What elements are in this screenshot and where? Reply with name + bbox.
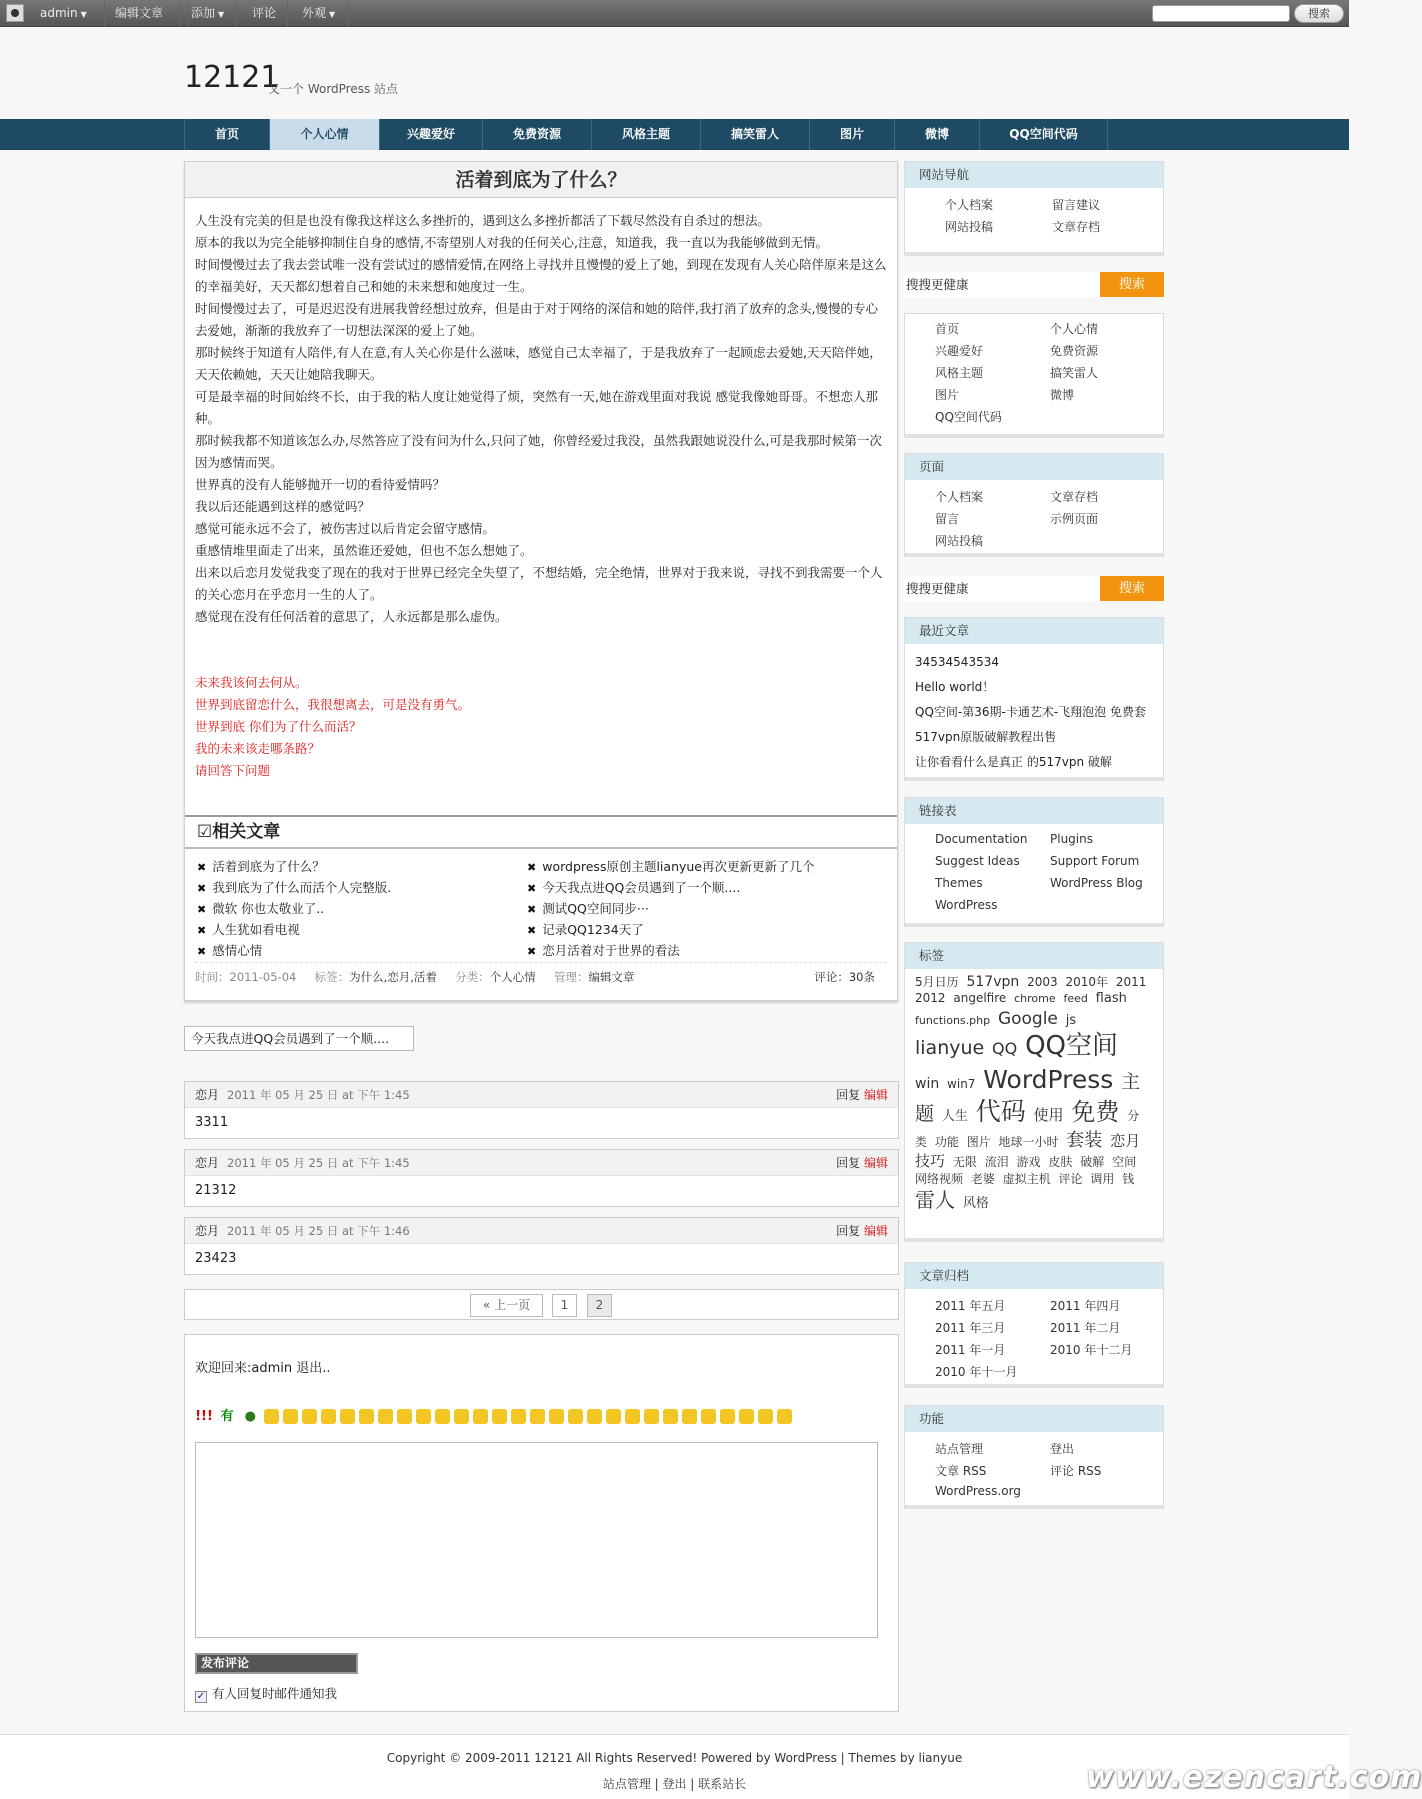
tag-link[interactable]: 雷人: [915, 1188, 955, 1213]
related-link[interactable]: ✖ wordpress原创主题lianyue再次更新更新了几个: [527, 857, 887, 878]
tag-link[interactable]: 老婆: [970, 1171, 995, 1186]
paragraph: 我以后还能遇到这样的感觉吗？: [195, 499, 371, 514]
comment-author[interactable]: 恋月: [195, 1156, 220, 1170]
tag-link[interactable]: angelfire: [953, 991, 1007, 1006]
sidebar-link[interactable]: 首页: [935, 322, 960, 336]
widget-categories: [904, 313, 1164, 438]
red-line: 未来我该何去何从。: [195, 675, 308, 690]
tag-link[interactable]: lianyue: [915, 1037, 985, 1060]
sidebar-link[interactable]: 2011 年四月: [1050, 1299, 1121, 1313]
nav-item-theme[interactable]: 风格主题: [592, 119, 701, 150]
widget-title: 网站导航: [905, 162, 1163, 188]
sidebar-link[interactable]: 个人档案: [935, 490, 984, 504]
widget-recent-posts: [904, 617, 1164, 781]
smiley-icon[interactable]: [701, 1409, 716, 1424]
sidebar-link[interactable]: 示例页面: [1050, 512, 1099, 526]
tag-link[interactable]: 评论: [1058, 1171, 1083, 1186]
tag-link[interactable]: Google: [997, 1009, 1058, 1030]
sidebar-link[interactable]: 网站投稿: [935, 534, 984, 548]
smiley-icon[interactable]: [340, 1409, 355, 1424]
tag-link[interactable]: js: [1065, 1013, 1077, 1029]
comment-author[interactable]: 恋月: [195, 1224, 220, 1238]
related-link[interactable]: ✖ 微软 你也太敬业了..: [197, 899, 517, 920]
sidebar-link[interactable]: 留言建议: [1052, 198, 1101, 212]
tag-link[interactable]: 游戏: [1016, 1155, 1041, 1170]
widget-title: 页面: [905, 454, 1163, 480]
admin-bar-search-input[interactable]: [1152, 5, 1290, 22]
comment-text: 3311: [195, 1115, 229, 1130]
sidebar-link[interactable]: Documentation: [935, 832, 1028, 846]
admin-bar-user[interactable]: admin ▼: [30, 0, 105, 27]
sidebar-link[interactable]: 微博: [1050, 388, 1075, 402]
smiley-bar: [195, 1409, 796, 1429]
widget-title: 最近文章: [905, 618, 1163, 644]
paragraph: 可是最幸福的时间始终不长，由于我的粘人度让她觉得了烦，突然有一天,她在游戏里面对我说 感觉我像她哥哥。不想恋人那种。: [195, 389, 878, 426]
tag-link[interactable]: 517vpn: [966, 974, 1020, 990]
sidebar-link[interactable]: 个人心情: [1050, 322, 1099, 336]
tag-link[interactable]: QQ: [992, 1039, 1018, 1059]
comment-date: 2011 年 05 月 25 日 at 下午 1:45: [227, 1156, 410, 1170]
smiley-icon[interactable]: [378, 1409, 393, 1424]
admin-bar: [0, 0, 1349, 27]
related-link[interactable]: ✖ 记录QQ1234天了: [527, 920, 887, 941]
widget-title: 功能: [905, 1406, 1163, 1432]
tag-link[interactable]: 无限: [952, 1155, 977, 1170]
related-link[interactable]: ✖ 人生犹如看电视: [197, 920, 517, 941]
smiley-icon[interactable]: [644, 1409, 659, 1424]
tag-link[interactable]: 2012: [915, 991, 946, 1006]
sidebar-link[interactable]: 评论 RSS: [1050, 1464, 1102, 1478]
smiley-icon[interactable]: [549, 1409, 564, 1424]
edit-comment-link[interactable]: 编辑: [863, 1224, 888, 1238]
recent-post-link[interactable]: 34534543534: [915, 655, 999, 669]
edit-comment-link[interactable]: 编辑: [863, 1088, 888, 1102]
sidebar-link[interactable]: WordPress Blog: [1050, 876, 1143, 890]
tag-link[interactable]: 套装: [1066, 1129, 1103, 1151]
admin-bar-search-button[interactable]: 搜索: [1294, 4, 1344, 23]
nav-item-home[interactable]: 首页: [185, 119, 270, 150]
tag-link[interactable]: win: [915, 1075, 940, 1092]
sidebar-link[interactable]: QQ空间代码: [935, 410, 1002, 424]
comment-textarea[interactable]: [195, 1442, 878, 1638]
tag-link[interactable]: 风格: [962, 1196, 989, 1212]
tag-cloud: [905, 969, 1163, 1217]
sidebar-link[interactable]: 留言: [935, 512, 960, 526]
widget-title: 链接表: [905, 798, 1163, 824]
sidebar-link[interactable]: 风格主题: [935, 366, 984, 380]
smiley-icon[interactable]: [777, 1409, 792, 1424]
smiley-icon[interactable]: [511, 1409, 526, 1424]
related-link[interactable]: ✖ 今天我点进QQ会员遇到了一个顺....: [527, 878, 887, 899]
checkbox-icon: ☑: [197, 822, 213, 842]
paragraph: 出来以后恋月发觉我变了现在的我对于世界已经完全失望了，不想结婚，完全绝情，世界对于我来说，寻找不到我需要一个人的关心恋月在乎恋月一生的人了。: [195, 565, 883, 602]
related-list-left: [197, 857, 517, 962]
paragraph: 那时候我都不知道该怎么办,尽然答应了没有问为什么,只问了她，你曾经爱过我没，虽然我跟她说没什么,可是我那时候第一次因为感情而哭。: [195, 433, 882, 470]
post-title[interactable]: 活着到底为了什么？: [185, 162, 897, 198]
comment-pagination: [184, 1289, 899, 1320]
smiley-icon[interactable]: [473, 1409, 488, 1424]
paragraph: 那时候终于知道有人陪伴,有人在意,有人关心你是什么滋味，感觉自己太幸福了，于是我放弃了一起顾虑去爱她,天天陪伴她，天天依赖她，天天让她陪我聊天。: [195, 345, 882, 382]
paragraph: 感觉可能永远不会了，被伤害过以后肯定会留守感情。: [195, 521, 496, 536]
site-title[interactable]: 12121: [184, 60, 280, 95]
recent-post-link[interactable]: Hello world！: [915, 680, 995, 694]
admin-bar-comments[interactable]: 评论: [242, 0, 288, 27]
smiley-icon[interactable]: [568, 1409, 583, 1424]
notify-label: 有人回复时邮件通知我: [212, 1686, 338, 1701]
tag-link[interactable]: QQ空间: [1025, 1031, 1118, 1062]
widget-meta: [904, 1405, 1164, 1509]
red-line: 请回答下问题: [195, 763, 271, 778]
sidebar-search-input[interactable]: 搜搜更健康: [906, 277, 969, 292]
sidebar-link[interactable]: 2011 年一月: [935, 1343, 1006, 1357]
nav-item-weibo[interactable]: 微博: [895, 119, 980, 150]
paragraph: 重感情堆里面走了出来，虽然谁还爱她，但也不怎么想她了。: [195, 543, 533, 558]
widget-archives: [904, 1262, 1164, 1388]
turtle-smiley-icon[interactable]: ●: [244, 1409, 256, 1424]
admin-label: 管理：: [554, 970, 589, 984]
comment-count[interactable]: 评论：30条: [814, 970, 875, 984]
sidebar-search-button[interactable]: 搜索: [1100, 272, 1164, 297]
sidebar-search: [904, 272, 1164, 297]
nav-item-qq-code[interactable]: QQ空间代码: [980, 119, 1108, 150]
sidebar-search-button[interactable]: 搜索: [1100, 576, 1164, 601]
site-description: 又一个 WordPress 站点: [268, 82, 399, 96]
smiley-icon[interactable]: [606, 1409, 621, 1424]
sidebar-link[interactable]: 2011 年三月: [935, 1321, 1006, 1335]
paragraph: 时间慢慢过去了，可是迟迟没有进展我曾经想过放弃，但是由于对于网络的深信和她的陪伴,我打消了放弃的念头,慢慢的专心去爱她，渐渐的我放弃了一切想法深深的爱上了她。: [195, 301, 878, 338]
sidebar-link[interactable]: 搞笑雷人: [1050, 366, 1099, 380]
category-label: 分类：: [455, 970, 490, 984]
sidebar-link[interactable]: 站点管理: [935, 1442, 984, 1456]
edit-comment-link[interactable]: 编辑: [863, 1156, 888, 1170]
sidebar-link[interactable]: 图片: [935, 388, 960, 402]
smiley-icon[interactable]: [682, 1409, 697, 1424]
welcome-text[interactable]: 欢迎回来:admin 退出..: [195, 1361, 331, 1376]
submit-comment-button[interactable]: 发布评论 [alt+s(ctrl+enter)]: [195, 1653, 358, 1674]
paragraph: 人生没有完美的但是也没有像我这样这么多挫折的，遇到这么多挫折都活了下载尽然没有自杀过的想法。: [195, 213, 771, 228]
admin-bar-appearance[interactable]: 外观 ▼: [292, 0, 348, 27]
reply-link[interactable]: 回复: [836, 1156, 861, 1170]
tags-label: 标签：: [314, 970, 350, 984]
smiley-icon[interactable]: [321, 1409, 336, 1424]
smiley-icon[interactable]: [359, 1409, 374, 1424]
smiley-icon[interactable]: [758, 1409, 773, 1424]
recent-post-link[interactable]: 让你看看什么是真正 的517vpn 破解: [915, 755, 1112, 769]
smiley-icon[interactable]: [720, 1409, 735, 1424]
tag-link[interactable]: 使用: [1033, 1106, 1064, 1125]
red-line: 我的未来该走哪条路？: [195, 741, 321, 756]
smiley-icon[interactable]: [283, 1409, 298, 1424]
widget-blogroll: [904, 797, 1164, 927]
smiley-icon[interactable]: [397, 1409, 412, 1424]
tag-link[interactable]: chrome: [1014, 992, 1056, 1006]
post-content: [185, 198, 897, 782]
post-tags[interactable]: 为什么,恋月,活着: [349, 970, 437, 984]
tag-link[interactable]: 代码: [975, 1097, 1026, 1127]
tag-link[interactable]: 破解: [1080, 1155, 1105, 1170]
tag-link[interactable]: 技巧: [915, 1152, 946, 1171]
tag-link[interactable]: 虚拟主机: [1002, 1171, 1051, 1186]
tag-link[interactable]: functions.php: [915, 1014, 991, 1028]
tag-link[interactable]: 免费: [1071, 1098, 1120, 1127]
post-category[interactable]: 个人心情: [489, 970, 536, 984]
smiley-icon[interactable]: [739, 1409, 754, 1424]
comment-text: 21312: [195, 1183, 237, 1198]
tag-link[interactable]: feed: [1063, 992, 1088, 1006]
related-link[interactable]: ✖ 感情心情: [197, 941, 517, 962]
exclamation-smiley-icon[interactable]: !!!: [195, 1409, 213, 1424]
footer-copyright: Copyright © 2009-2011 12121 All Rights Reserved! Powered by WordPress | Themes by lianyue: [386, 1751, 963, 1765]
tag-link[interactable]: 2011: [1115, 975, 1147, 989]
tag-link[interactable]: 流泪: [984, 1155, 1009, 1170]
nav-item-images[interactable]: 图片: [810, 119, 895, 150]
nav-item-free[interactable]: 免费资源: [483, 119, 592, 150]
admin-bar-edit-post[interactable]: 编辑文章: [105, 0, 189, 27]
recent-post-link[interactable]: 517vpn原版破解教程出售: [915, 730, 1057, 744]
sidebar-link[interactable]: 网站投稿: [945, 220, 994, 234]
comment: [184, 1081, 899, 1139]
sidebar-link[interactable]: 个人档案: [945, 198, 994, 212]
sidebar-link[interactable]: Plugins: [1050, 832, 1093, 846]
tag-link[interactable]: 图片: [966, 1134, 991, 1149]
tag-link[interactable]: 空间: [1112, 1155, 1137, 1170]
tag-link[interactable]: flash: [1095, 991, 1127, 1007]
edit-post-link[interactable]: 编辑文章: [588, 970, 635, 984]
recent-post-link[interactable]: QQ空间-第36期-卡通艺术-飞翔泡泡 免费套: [915, 705, 1146, 719]
nav-item-mood[interactable]: 个人心情: [270, 119, 380, 150]
sidebar-search-input[interactable]: 搜搜更健康: [906, 581, 969, 596]
widget-title: 标签: [905, 943, 1163, 969]
sidebar-link[interactable]: 文章 RSS: [935, 1464, 987, 1478]
sidebar-link[interactable]: 2010 年十二月: [1050, 1343, 1133, 1357]
sidebar-search-2: [904, 576, 1164, 601]
main-nav: [0, 119, 1349, 150]
sidebar-link[interactable]: 文章存档: [1050, 490, 1099, 504]
tag-link[interactable]: win7: [947, 1076, 976, 1091]
sidebar-link[interactable]: 兴趣爱好: [935, 344, 984, 358]
smiley-icon[interactable]: [302, 1409, 317, 1424]
red-line: 世界到底 你们为了什么而活？: [195, 719, 362, 734]
tag-link[interactable]: 人生: [941, 1109, 968, 1125]
smiley-icon[interactable]: [663, 1409, 678, 1424]
comment: [184, 1217, 899, 1275]
sidebar-link[interactable]: Suggest Ideas: [935, 854, 1020, 868]
checkbox-checked-icon[interactable]: ✓: [196, 1691, 206, 1702]
sidebar-link[interactable]: Themes: [935, 876, 983, 890]
smiley-icon[interactable]: [416, 1409, 431, 1424]
avatar-icon[interactable]: [6, 4, 24, 22]
smiley-icon[interactable]: [625, 1409, 640, 1424]
smiley-icon[interactable]: [454, 1409, 469, 1424]
admin-bar-add[interactable]: 添加 ▼: [180, 0, 236, 27]
comment-author[interactable]: 恋月: [195, 1088, 220, 1102]
tag-link[interactable]: 钱: [1122, 1171, 1135, 1186]
tag-link[interactable]: 调用: [1090, 1171, 1115, 1186]
sidebar-link[interactable]: Support Forum: [1050, 854, 1140, 868]
comment-form: [184, 1334, 899, 1712]
related-link[interactable]: ✖ 测试QQ空间同步···: [527, 899, 887, 920]
notify-checkbox-row[interactable]: [195, 1685, 337, 1703]
you-smiley-icon[interactable]: 有: [220, 1409, 234, 1424]
paragraph: 感觉现在没有任何活着的意思了，人永远都是那么虚伪。: [195, 609, 508, 624]
related-link[interactable]: ✖ 恋月活着对于世界的看法: [527, 941, 887, 962]
post-time: 2011-05-04: [229, 970, 297, 984]
smiley-icon[interactable]: [530, 1409, 545, 1424]
comment: [184, 1149, 899, 1207]
comment-text: 23423: [195, 1251, 237, 1266]
watermark: www.ezencart.com: [1086, 1760, 1422, 1795]
widget-site-nav: [904, 161, 1164, 256]
reply-link[interactable]: 回复: [836, 1224, 861, 1238]
widget-title: 文章归档: [905, 1263, 1163, 1289]
paragraph: 原本的我以为完全能够抑制住自身的感情,不寄望别人对我的任何关心,注意，知道我，我一直以为我能够做到无情。: [195, 235, 828, 250]
related-list-right: [527, 857, 887, 962]
tag-link[interactable]: 网络视频: [915, 1171, 964, 1186]
related-link[interactable]: ✖ 活着到底为了什么？: [197, 857, 517, 878]
related-link[interactable]: ✖ 我到底为了什么而活个人完整版.: [197, 878, 517, 899]
footer-links[interactable]: 站点管理 | 登出 | 联系站长: [602, 1777, 747, 1791]
sidebar-link[interactable]: WordPress: [935, 898, 998, 912]
time-label: 时间：: [195, 970, 230, 984]
sidebar-link[interactable]: 2010 年十一月: [935, 1365, 1018, 1379]
post-meta: [195, 962, 887, 990]
smiley-icon[interactable]: [492, 1409, 507, 1424]
paragraph: 世界真的没有人能够抛开一切的看待爱情吗？: [195, 477, 446, 492]
paragraph: 时间慢慢过去了我去尝试唯一没有尝试过的感情爱情,在网络上寻找并且慢慢的爱上了她，到现在发现有人关心陪伴原来是这么的幸福美好，天天都幻想着自己和她的未来想和她度过一生。: [195, 257, 887, 294]
sidebar-link[interactable]: 2011 年五月: [935, 1299, 1006, 1313]
sidebar-link[interactable]: 文章存档: [1052, 220, 1101, 234]
sidebar-link[interactable]: 登出: [1050, 1442, 1075, 1456]
tag-link[interactable]: 主题: [915, 1070, 1141, 1126]
page-2-current: 2: [587, 1294, 612, 1317]
tag-link[interactable]: WordPress: [983, 1064, 1114, 1094]
tag-link[interactable]: 分类: [915, 1109, 1140, 1149]
tag-link[interactable]: 功能: [934, 1134, 959, 1149]
widget-pages: [904, 453, 1164, 557]
smiley-icon[interactable]: [264, 1409, 279, 1424]
widget-tags: [904, 942, 1164, 1242]
page-1-button[interactable]: 1: [552, 1294, 577, 1317]
sidebar-link[interactable]: 2011 年二月: [1050, 1321, 1121, 1335]
tag-link[interactable]: 皮肤: [1048, 1155, 1073, 1170]
smiley-icon[interactable]: [435, 1409, 450, 1424]
tag-link[interactable]: 地球一小时: [998, 1134, 1059, 1149]
tag-link[interactable]: 2003: [1027, 975, 1058, 989]
nav-item-funny[interactable]: 搞笑雷人: [701, 119, 810, 150]
tag-link[interactable]: 恋月: [1110, 1131, 1141, 1150]
tag-link[interactable]: 5月日历: [915, 975, 959, 989]
red-line: 世界到底留恋什么，我很想离去，可是没有勇气。: [195, 697, 471, 712]
sidebar-link[interactable]: 免费资源: [1050, 344, 1099, 358]
tag-link[interactable]: 2010年: [1065, 975, 1108, 989]
nav-item-hobby[interactable]: 兴趣爱好: [380, 119, 483, 150]
smiley-icon[interactable]: [587, 1409, 602, 1424]
reply-link[interactable]: 回复: [836, 1088, 861, 1102]
related-posts-heading: ☑相关文章: [185, 815, 897, 849]
prev-page-button[interactable]: « 上一页: [470, 1294, 543, 1317]
comment-date: 2011 年 05 月 25 日 at 下午 1:46: [227, 1224, 410, 1238]
post: [184, 161, 898, 1001]
next-post-link[interactable]: 今天我点进QQ会员遇到了一个顺....: [184, 1026, 414, 1051]
sidebar-link[interactable]: WordPress.org: [935, 1484, 1021, 1498]
comment-date: 2011 年 05 月 25 日 at 下午 1:45: [227, 1088, 410, 1102]
